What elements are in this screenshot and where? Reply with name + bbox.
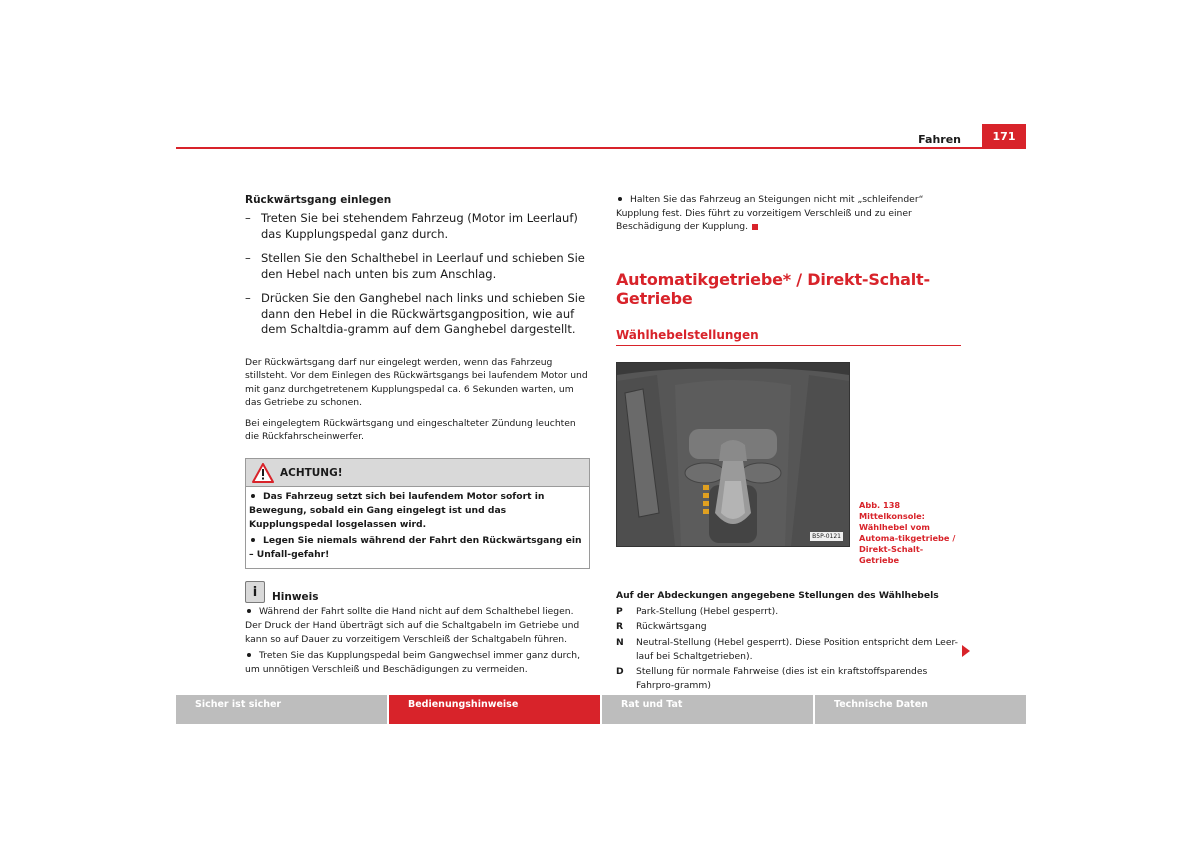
right-column [616, 193, 961, 694]
tab-sicher-ist-sicher[interactable]: Sicher ist sicher [176, 695, 387, 724]
top-bullet-text: Halten Sie das Fahrzeug an Steigungen nicht mit „schleifender“ Kupplung fest. Dies führt zu vorzeitigem Verschleiß und zu einer Beschädigung der Kupplung. [616, 194, 924, 233]
running-header-title: Fahren [918, 133, 961, 146]
warning-body [246, 487, 589, 568]
bullet-icon [251, 538, 255, 542]
bullet-icon [247, 609, 251, 613]
instruction-step [245, 251, 590, 282]
chapter-heading: Automatikgetriebe* / Direkt-Schalt-Getriebe [616, 269, 930, 308]
warning-triangle-icon [252, 463, 274, 483]
note-item [245, 649, 590, 677]
body-paragraph: Bei eingelegtem Rückwärtsgang und eingeschalteter Zündung leuchten die Rückfahrscheinwerfer. [245, 417, 576, 443]
figure-code: B5P-0121 [812, 532, 841, 540]
bullet-icon [247, 653, 251, 657]
position-row [616, 620, 961, 634]
note-item [245, 605, 590, 646]
position-key: R [616, 621, 624, 633]
warning-box [245, 458, 590, 569]
position-key: D [616, 666, 624, 678]
section-heading: Rückwärtsgang einlegen [245, 194, 392, 206]
position-key: P [616, 605, 623, 617]
bullet-icon [251, 494, 255, 498]
instruction-step [245, 211, 590, 242]
position-row [616, 665, 961, 692]
left-column [245, 193, 590, 680]
positions-title: Auf der Abdeckungen angegebene Stellungen des Wählhebels [616, 589, 939, 601]
dash-marker: – [245, 211, 251, 225]
page-number: 171 [982, 124, 1026, 148]
step-text: Drücken Sie den Ganghebel nach links und schieben Sie dann den Hebel in die Rückwärtsgangposition, wie auf dem Schaltdia-gramm auf dem Ganghebel dargestellt. [261, 291, 586, 336]
position-text: Park-Stellung (Hebel gesperrt). [636, 605, 779, 617]
note-header [245, 581, 590, 603]
warning-item-text: Das Fahrzeug setzt sich bei laufendem Motor sofort in Bewegung, sobald ein Gang eingelegt ist und das Kupplungspedal losgelassen wird. [249, 491, 545, 530]
figure-block [616, 362, 961, 566]
info-icon: i [245, 581, 265, 603]
note-item-text: Während der Fahrt sollte die Hand nicht auf dem Schalthebel liegen. Der Druck der Hand überträgt sich auf die Schaltgabeln im Getriebe und kann so auf Dauer zu vorzeitigem Verschleiß der Schaltgabeln führen. [245, 606, 580, 645]
warning-item-text: Legen Sie niemals während der Fahrt den Rückwärtsgang ein – Unfall-gefahr! [249, 535, 582, 561]
footer-tabs [176, 695, 1026, 724]
position-text: Stellung für normale Fahrweise (dies ist ein kraftstoffsparendes Fahrpro-gramm) [636, 666, 928, 691]
header-rule [176, 147, 1026, 149]
continue-arrow-icon[interactable] [962, 645, 970, 657]
warning-item [249, 490, 585, 531]
subsection-heading: Wählhebelstellungen [616, 327, 759, 342]
gear-selector-illustration [617, 363, 849, 546]
tab-bedienungshinweise[interactable]: Bedienungshinweise [389, 695, 600, 724]
position-text: Rückwärtsgang [636, 621, 707, 633]
end-of-section-icon [752, 224, 758, 230]
tab-technische-daten[interactable]: Technische Daten [815, 695, 1026, 724]
position-row [616, 636, 961, 663]
position-text: Neutral-Stellung (Hebel gesperrt). Diese Position entspricht dem Leer-lauf bei Schaltgetrieben). [636, 636, 958, 662]
tab-rat-und-tat[interactable]: Rat und Tat [602, 695, 813, 724]
note-label: Hinweis [272, 591, 319, 604]
warning-header [246, 459, 589, 487]
note-item-text: Treten Sie das Kupplungspedal beim Gangwechsel immer ganz durch, um unnötigen Verschleiß und Beschädigungen zu vermeiden. [245, 650, 581, 676]
bullet-icon [618, 197, 622, 201]
center-console-figure [616, 362, 850, 547]
instruction-step [245, 291, 590, 338]
position-row [616, 605, 961, 619]
dash-marker: – [245, 291, 251, 305]
step-text: Stellen Sie den Schalthebel in Leerlauf und schieben Sie den Hebel nach unten bis zum Anschlag. [261, 251, 585, 281]
position-key: N [616, 636, 624, 648]
body-paragraph: Der Rückwärtsgang darf nur eingelegt werden, wenn das Fahrzeug stillsteht. Vor dem Einlegen des Rückwärtsgangs bei laufendem Motor und mit ganz durchgetretenem Kupplungspedal ca. 6 Sekunden warten, um das Getriebe zu schonen. [245, 356, 588, 409]
step-text: Treten Sie bei stehendem Fahrzeug (Motor im Leerlauf) das Kupplungspedal ganz durch. [261, 211, 578, 241]
dash-marker: – [245, 251, 251, 265]
warning-item [249, 534, 585, 562]
figure-caption: Abb. 138 Mittelkonsole: Wählhebel vom Automa-tikgetriebe / Direkt-Schalt-Getriebe [859, 499, 956, 565]
top-bullet-paragraph [616, 193, 961, 234]
warning-label: ACHTUNG! [280, 466, 343, 479]
subsection-rule [616, 345, 961, 346]
